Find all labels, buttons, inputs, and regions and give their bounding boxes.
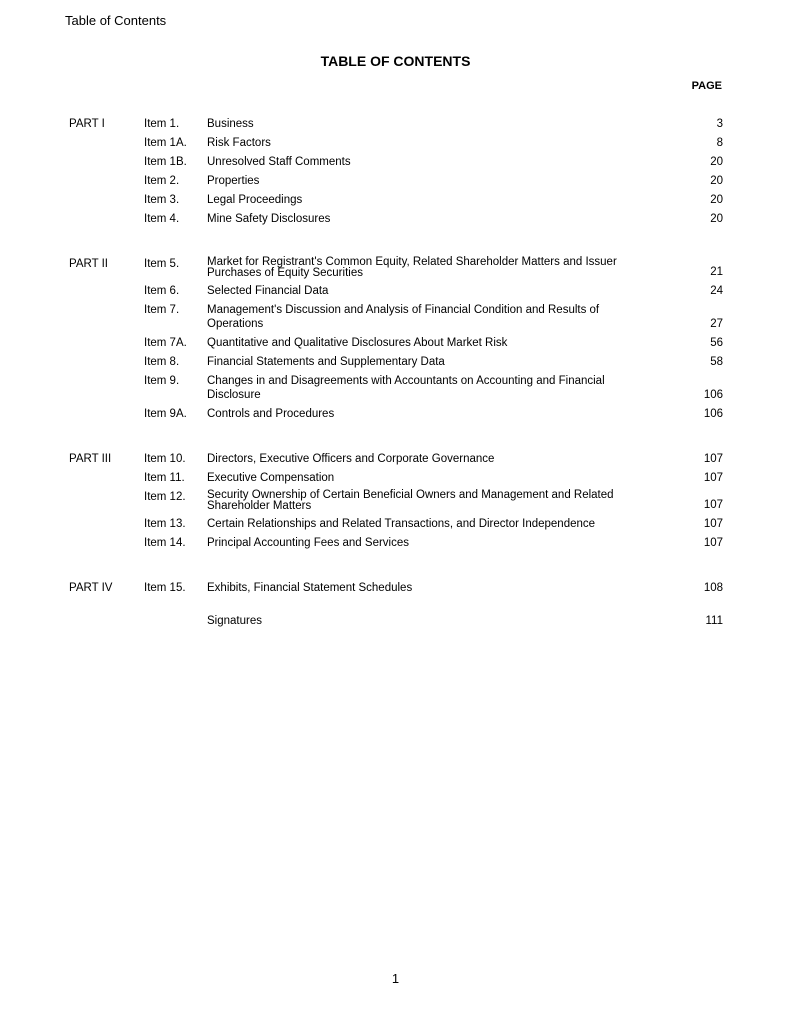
toc-link-item-9a[interactable]: Controls and Procedures: [207, 407, 335, 420]
part-label: PART III: [69, 452, 112, 465]
part-spacer: [69, 552, 723, 578]
item-number: Item 3.: [144, 193, 180, 206]
toc-table: [69, 114, 723, 630]
item-number: Item 7A.: [144, 336, 187, 349]
item-page: 8: [716, 136, 723, 149]
toc-link-item-15[interactable]: Exhibits, Financial Statement Schedules: [207, 581, 413, 594]
item-number: Item 2.: [144, 174, 180, 187]
item-page: 20: [710, 155, 723, 168]
item-page: 107: [703, 498, 723, 511]
item-page: 20: [710, 212, 723, 225]
page-title: TABLE OF CONTENTS: [320, 53, 471, 69]
item-number: Item 9A.: [144, 407, 187, 420]
toc-part-2: [69, 254, 723, 423]
item-page: 111: [705, 614, 723, 627]
item-number: Item 9.: [144, 374, 180, 387]
item-number: Item 1.: [144, 117, 180, 130]
item-page: 21: [710, 265, 723, 278]
item-number: Item 1A.: [144, 136, 187, 149]
item-number: Item 12.: [144, 490, 186, 503]
item-page: 107: [703, 536, 723, 549]
item-number: Item 10.: [144, 452, 186, 465]
toc-link-item-11[interactable]: Executive Compensation: [207, 471, 335, 484]
toc-link-item-3[interactable]: Legal Proceedings: [207, 193, 303, 206]
item-page: 107: [703, 471, 723, 484]
item-page: 107: [703, 517, 723, 530]
item-page: 106: [703, 388, 723, 401]
toc-link-item-7a[interactable]: Quantitative and Qualitative Disclosures About Market Risk: [207, 336, 508, 349]
part-label: PART I: [69, 117, 105, 130]
item-number: Item 13.: [144, 517, 186, 530]
item-page: 3: [716, 117, 723, 130]
signatures-row: [69, 611, 723, 630]
part-spacer: [69, 423, 723, 449]
page-number: 1: [391, 971, 400, 986]
toc-link-item-5[interactable]: Market for Registrant's Common Equity, Related Shareholder Matters and Issuer Purchases of Equity Securities: [207, 255, 617, 279]
toc-link-item-12[interactable]: Security Ownership of Certain Beneficial Owners and Management and Related Shareholder Matters: [207, 488, 614, 512]
toc-link-signatures[interactable]: Signatures: [207, 614, 262, 627]
page-column-header: PAGE: [691, 80, 722, 92]
item-page: 56: [710, 336, 723, 349]
toc-part-3: [69, 449, 723, 552]
toc-part-4: [69, 578, 723, 597]
item-number: Item 5.: [144, 257, 180, 270]
item-page: 58: [710, 355, 723, 368]
item-page: 24: [710, 284, 723, 297]
toc-link-item-2[interactable]: Properties: [207, 174, 260, 187]
item-page: 20: [710, 193, 723, 206]
toc-link-item-9[interactable]: Changes in and Disagreements with Accountants on Accounting and Financial Disclosure: [207, 374, 605, 401]
item-page: 20: [710, 174, 723, 187]
toc-link-item-1[interactable]: Business: [207, 117, 254, 130]
toc-link-item-10[interactable]: Directors, Executive Officers and Corporate Governance: [207, 452, 495, 465]
part-label: PART IV: [69, 581, 113, 594]
toc-link-item-1b[interactable]: Unresolved Staff Comments: [207, 155, 351, 168]
item-page: 107: [703, 452, 723, 465]
item-number: Item 8.: [144, 355, 180, 368]
toc-part-1: [69, 114, 723, 228]
toc-link-item-13[interactable]: Certain Relationships and Related Transactions, and Director Independence: [207, 517, 596, 530]
item-number: Item 15.: [144, 581, 186, 594]
toc-link-item-14[interactable]: Principal Accounting Fees and Services: [207, 536, 409, 549]
item-number: Item 14.: [144, 536, 186, 549]
toc-link-item-7[interactable]: Management's Discussion and Analysis of Financial Condition and Results of Operations: [207, 303, 600, 330]
item-page: 106: [703, 407, 723, 420]
part-spacer: [69, 228, 723, 254]
item-number: Item 11.: [144, 471, 185, 484]
toc-link-item-8[interactable]: Financial Statements and Supplementary Data: [207, 355, 445, 368]
item-number: Item 6.: [144, 284, 180, 297]
toc-link-item-6[interactable]: Selected Financial Data: [207, 284, 329, 297]
part-label: PART II: [69, 257, 108, 270]
item-number: Item 4.: [144, 212, 180, 225]
toc-link-item-4[interactable]: Mine Safety Disclosures: [207, 212, 331, 225]
item-number: Item 1B.: [144, 155, 187, 168]
item-number: Item 7.: [144, 303, 180, 316]
item-page: 108: [703, 581, 723, 594]
toc-link-item-1a[interactable]: Risk Factors: [207, 136, 271, 149]
item-page: 27: [710, 317, 723, 330]
table-of-contents-link[interactable]: Table of Contents: [65, 13, 167, 28]
